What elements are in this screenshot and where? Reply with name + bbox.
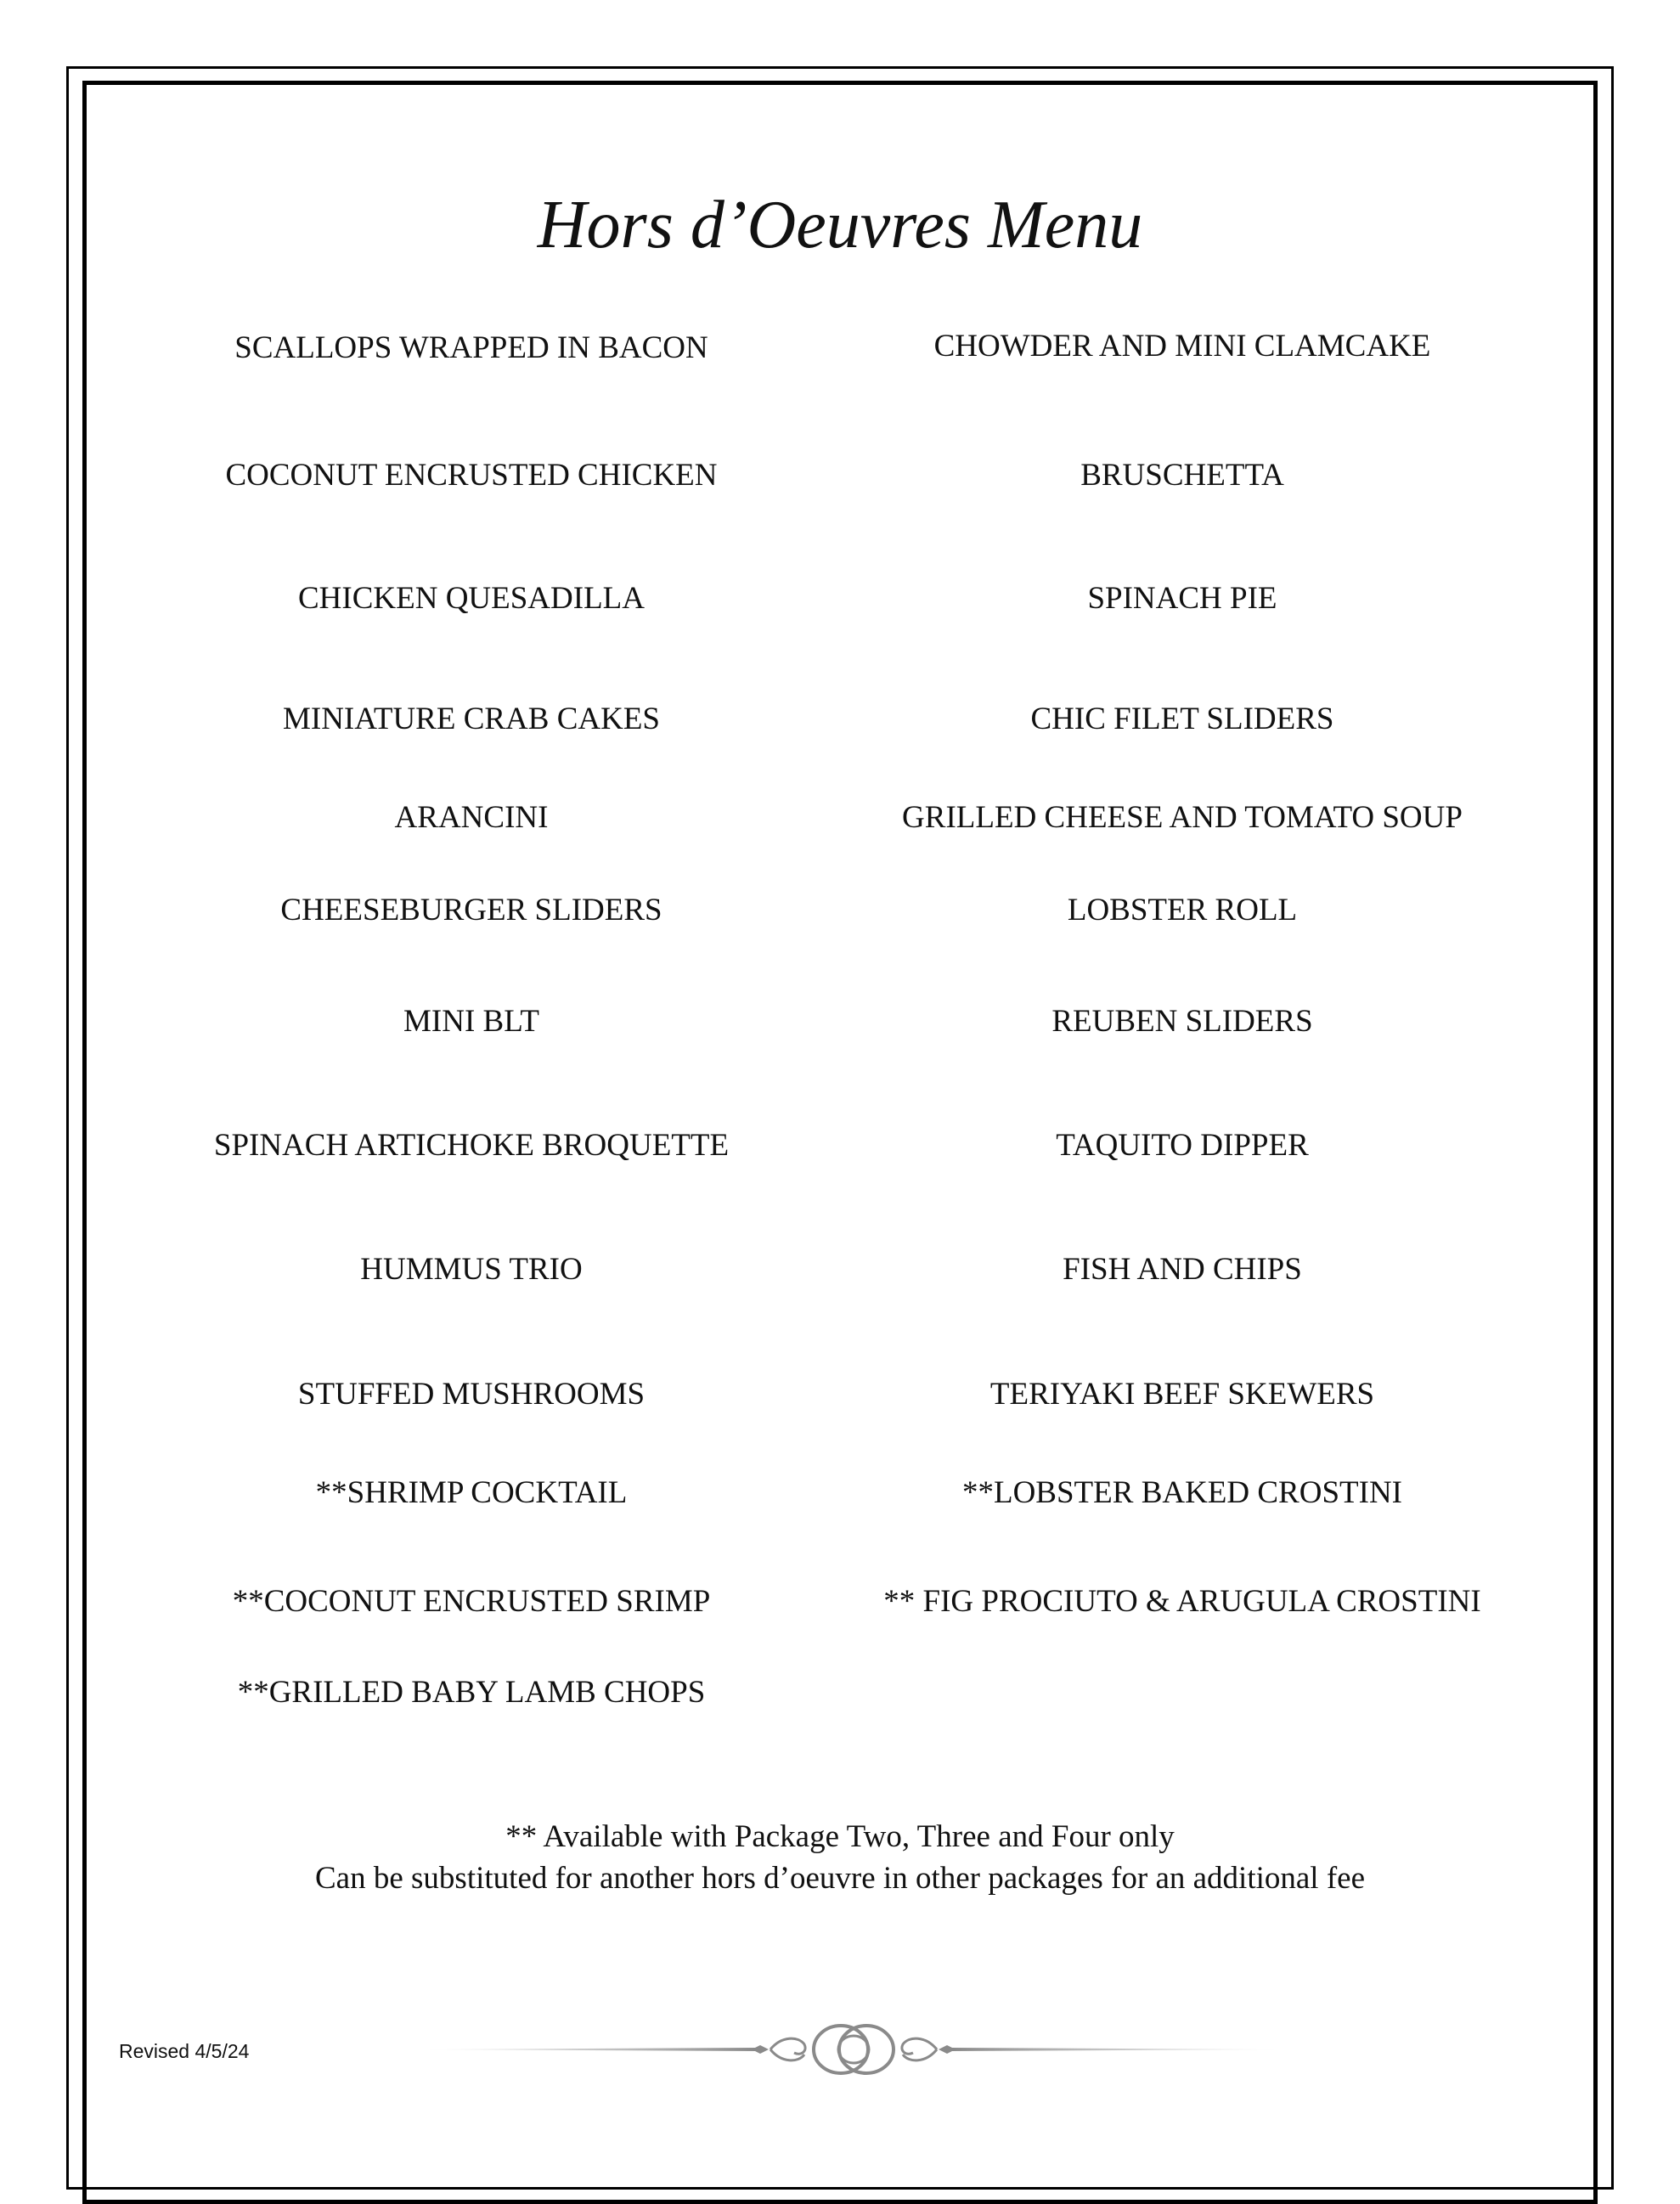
menu-item: GRILLED CHEESE AND TOMATO SOUP: [902, 800, 1463, 835]
menu-item: TAQUITO DIPPER: [1056, 1128, 1309, 1163]
menu-item: STUFFED MUSHROOMS: [297, 1377, 646, 1412]
menu-item: CHEESEBURGER SLIDERS: [280, 893, 662, 927]
menu-item: **SHRIMP COCKTAIL: [315, 1475, 628, 1510]
menu-item: **GRILLED BABY LAMB CHOPS: [237, 1675, 706, 1710]
menu-item: CHIC FILET SLIDERS: [1030, 702, 1334, 736]
menu-item: FISH AND CHIPS: [1063, 1252, 1302, 1287]
menu-title: Hors d’Oeuvres Menu: [537, 188, 1143, 262]
revised-date: Revised 4/5/24: [119, 2040, 250, 2062]
menu-item: CHICKEN QUESADILLA: [298, 581, 645, 616]
menu-item: SPINACH ARTICHOKE BROQUETTE: [213, 1128, 730, 1163]
menu-item: MINI BLT: [403, 1004, 539, 1039]
menu-item: **LOBSTER BAKED CROSTINI: [961, 1475, 1403, 1510]
substitution-note: Can be substituted for another hors d’oeuvre in other packages for an additional fee: [315, 1861, 1365, 1896]
menu-item: LOBSTER ROLL: [1067, 893, 1298, 927]
menu-item: **COCONUT ENCRUSTED SRIMP: [232, 1584, 711, 1619]
menu-item: SCALLOPS WRAPPED IN BACON: [234, 330, 708, 365]
menu-item: ** FIG PROCIUTO & ARUGULA CROSTINI: [883, 1584, 1481, 1619]
menu-item: CHOWDER AND MINI CLAMCAKE: [933, 329, 1431, 364]
menu-item: TERIYAKI BEEF SKEWERS: [989, 1377, 1375, 1412]
menu-item: COCONUT ENCRUSTED CHICKEN: [225, 458, 718, 493]
ornament-divider-icon: [420, 2017, 1287, 2081]
menu-item: MINIATURE CRAB CAKES: [282, 702, 661, 736]
menu-item: BRUSCHETTA: [1080, 458, 1284, 493]
menu-item: REUBEN SLIDERS: [1051, 1004, 1313, 1039]
menu-item: ARANCINI: [394, 800, 549, 835]
package-note: ** Available with Package Two, Three and Four only: [505, 1819, 1175, 1854]
menu-item: HUMMUS TRIO: [360, 1252, 583, 1287]
menu-item: SPINACH PIE: [1087, 581, 1277, 616]
